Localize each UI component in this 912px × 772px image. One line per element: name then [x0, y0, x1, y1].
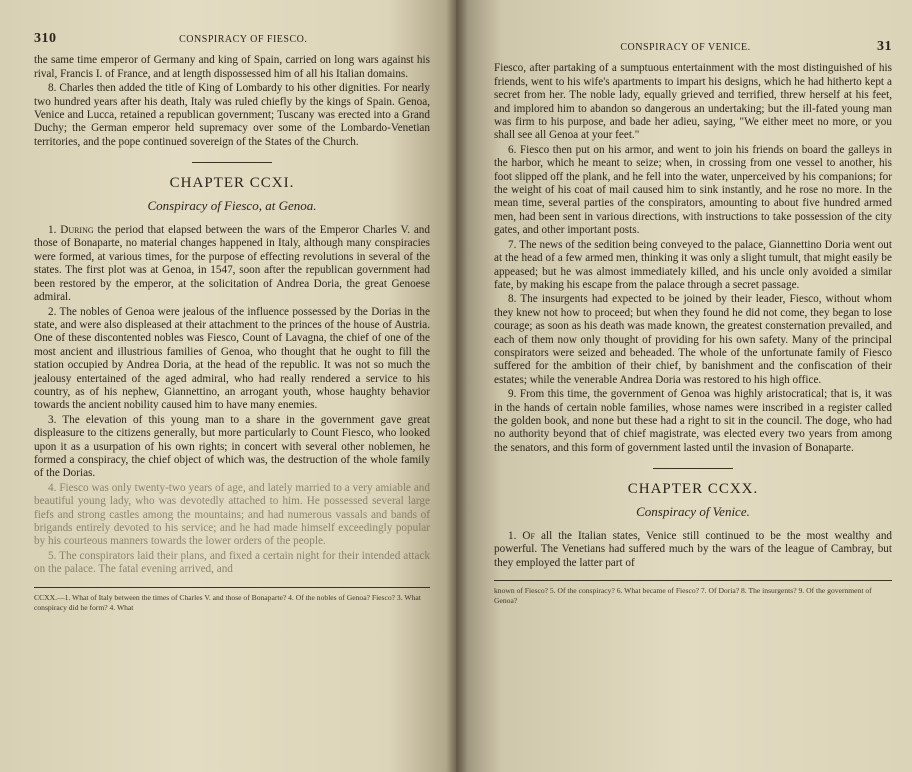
right-paragraph-top: Fiesco, after partaking of a sumptuous entertainment with the most distinguished of his friends, went to his wife's apartments to impart his designs, which he had hitherto kept a secret from her. The noble lady, equally grieved and terrified, threw herself at his feet, and implored him to abandon so dangerous an undertaking; but the ill-fated young man was firm to his purpose, and bade her adieu, saying, "We either meet no more, or you shall see all Genoa at your feet." [494, 62, 892, 142]
left-paragraph-3: 3. The elevation of this young man to a share in the government gave great displeasure to the citizens generally, but more particularly to Count Fiesco, who looked upon it as a usurpation of his own rights; in concert with several other noblemen, he formed a conspiracy, the chief object of which was, the destruction of the whole family of the Dorias. [34, 413, 430, 480]
right-paragraph-8: 8. The insurgents had expected to be joined by their leader, Fiesco, without whom they knew not how to proceed; but when they found he did not come, they began to lose courage; as soon as his death was made known, the greatest consternation prevailed, and each of them now only thought of providing for his own safety. Many of the principal conspirators were seized and beheaded. The whole of the unfortunate family of Fiesco suffered for the ambition of their chief, by banishment and the confiscation of their estates; while the venerable Andrea Doria was restored to his high office. [494, 293, 892, 386]
right-paragraph-7: 7. The news of the sedition being conveyed to the palace, Giannettino Doria went out at the head of a few armed men, thinking it was only a slight tumult, that might easily be appeased; but he was almost immediately killed, and his uncle only avoided a similar fate, by making his escape from the palace through a secret passage. [494, 238, 892, 291]
left-chapter-heading: CHAPTER CCXI. [169, 175, 295, 192]
right-footnote: known of Fiesco? 5. Of the conspiracy? 6. What became of Fiesco? 7. Of Doria? 8. The insurgents? 9. Of the government of Genoa? [494, 586, 872, 606]
left-paragraph-top: the same time emperor of Germany and king of Spain, carried on long wars against his rival, Francis I. of France, and at length dispossessed him of all his Italian domains. [34, 54, 430, 80]
right-page-number: 31 [877, 39, 892, 54]
right-paragraph-1 [494, 530, 892, 570]
right-paragraph-1-body: all the Italian states, Venice still continued to be the most wealthy and powerful. The Venetians had suffered much by the wars of the league of Cambray, but they employed the latter part of [494, 530, 893, 569]
right-paragraph-1-lead: 1. Of [508, 530, 535, 542]
left-paragraph-1 [34, 224, 430, 304]
right-chapter-heading: CHAPTER CCXX. [627, 481, 759, 498]
right-running-title: CONSPIRACY OF VENICE. [620, 42, 751, 53]
left-page-number: 310 [34, 31, 57, 46]
left-paragraph-2: 2. The nobles of Genoa were jealous of the influence possessed by the Dorias in the state, and were also displeased at their attachment to the princes of the house of Austria. One of these discontented nobles was Fiesco, Count of Lavagna, the chief of one of the most ancient and illustrious families of Genoa, who thought that he ought to fill the station occupied by Andrea Doria, at the head of the republic. It was not so much the jealousy entertained of the aged admiral, who had really rendered a service to his country, as of his nephew, Giannettino, an arrogant youth, whose haughty behavior towards the ancient nobility caused him to have many enemies. [34, 305, 430, 412]
left-paragraph-4: 4. Fiesco was only twenty-two years of age, and lately married to a very amiable and beautiful young lady, who was devotedly attached to him. He possessed several large fiefs and strong castles among the mountains; and had numerous vassals and bands of brigands entirely devoted to his service; and he had made himself exceedingly popular by his courteous manners towards the lower orders of the people. [34, 481, 430, 548]
left-footnote-rule [34, 587, 430, 588]
left-chapter-subtitle: Conspiracy of Fiesco, at Genoa. [147, 197, 317, 213]
left-footnote: CCXX.—1. What of Italy between the times of Charles V. and those of Bonaparte? 4. Of the nobles of Genoa? Fiesco? 3. What conspiracy did he form? 4. What [34, 592, 421, 612]
right-footnote-rule [494, 580, 892, 581]
left-paragraph-1-lead: 1. During [48, 224, 94, 237]
left-running-head [34, 32, 430, 46]
left-running-title: CONSPIRACY OF FIESCO. [179, 34, 308, 45]
right-divider [653, 468, 733, 469]
left-paragraph-1-body: the period that elapsed between the wars of the Emperor Charles V. and those of Bonaparte, no material changes happened in Italy, although many conspiracies were formed, at various times, for the purpose of effecting revolutions in several of the states. The first plot was at Genoa, in 1547, soon after the republican government had been restored by the emperor, at the solicitation of Andrea Doria, the great Genoese admiral. [34, 224, 430, 304]
left-paragraph-8: 8. Charles then added the title of King of Lombardy to his other dignities. For nearly two hundred years after his death, Italy was ruled chiefly by the kings of Spain. Genoa, Venice and Lucca, retained a republican government; Tuscany was erected into a Grand Duchy; the German emperor held supremacy over some of the Lombardo-Venetian territories, and the pope continued sovereign of the States of the Church. [34, 82, 430, 148]
right-paragraph-9: 9. From this time, the government of Genoa was highly aristocratical; that is, it was in the hands of certain noble families, whose names were inscribed in a register called the golden book, and none but these had a right to sit in the council. The doge, who had no authority beyond that of chief magistrate, was elected every two years from among the senators, and this form of government lasted until the invasion of Bonaparte. [494, 388, 892, 454]
right-page [456, 0, 912, 772]
left-divider [192, 162, 272, 163]
book-gutter-shadow [446, 0, 468, 772]
left-paragraph-5: 5. The conspirators laid their plans, and fixed a certain night for their intended attack on the palace. The fatal evening arrived, and [34, 549, 430, 576]
right-paragraph-6: 6. Fiesco then put on his armor, and went to join his friends on board the galleys in the harbor, which he meant to seize; when, in crossing from one vessel to another, his foot slipped off the plank, and he fell into the water, unperceived by his companions; for the weight of his coat of mail caused him to sink instantly, and he rose no more. In the mean time, several parties of the conspirators, amounting to about five hundred armed men, had been sent in various directions, with instructions to take possession of the city gates, and other important posts. [494, 143, 892, 237]
right-running-head [494, 40, 892, 54]
right-chapter-subtitle: Conspiracy of Venice. [636, 503, 750, 519]
